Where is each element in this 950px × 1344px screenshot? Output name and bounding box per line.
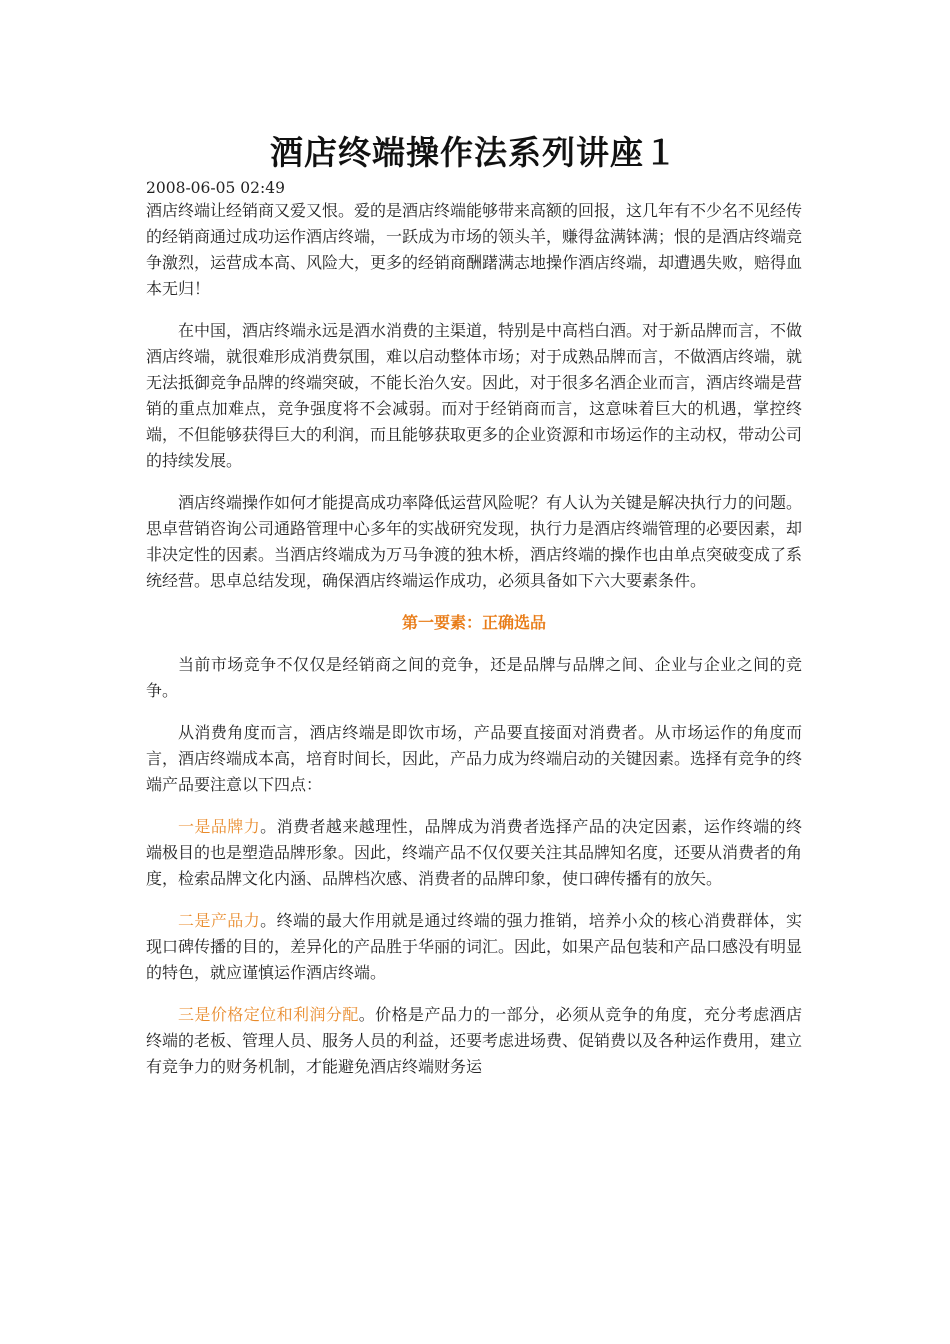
paragraph-market-importance: 在中国，酒店终端永远是酒水消费的主渠道，特别是中高档白酒。对于新品牌而言，不做酒店终端，就很难形成消费氛围，难以启动整体市场；对于成熟品牌而言，不做酒店终端，就无法抵御竞争品牌的终端突破，不能长治久安。因此，对于很多名酒企业而言，酒店终端是营销的重点加难点，竞争强度将不会减弱。而对于经销商而言，这意味着巨大的机遇，掌控终端，不但能够获得巨大的利润，而且能够获取更多的企业资源和市场运作的主动权，带动公司的持续发展。 [146, 321, 803, 470]
point-product-power [146, 908, 802, 986]
paragraph-consumption: 从消费角度而言，酒店终端是即饮市场，产品要直接面对消费者。从市场运作的角度而言，酒店终端成本高，培育时间长，因此，产品力成为终端启动的关键因素。选择有竞争的终端产品要注意以下四点： [146, 723, 803, 794]
point-product-power-text: 。终端的最大作用就是通过终端的强力推销，培养小众的核心消费群体，实现口碑传播的目的，差异化的产品胜于华丽的词汇。因此，如果产品包装和产品口感没有明显的特色，就应谨慎运作酒店终端。 [146, 911, 803, 982]
point-pricing-text: 。价格是产品力的一部分，必须从竞争的角度，充分考虑酒店终端的老板、管理人员、服务人员的利益，还要考虑进场费、促销费以及各种运作费用，建立有竞争力的财务机制，才能避免酒店终端财务运 [146, 1005, 803, 1076]
document-title: 酒店终端操作法系列讲座１ [270, 133, 678, 172]
publish-date: 2008-06-05 02:49 [146, 179, 285, 197]
document-page [146, 130, 802, 1080]
point-pricing-label: 三是价格定位和利润分配 [178, 1005, 359, 1024]
point-brand-power-text: 。消费者越来越理性，品牌成为消费者选择产品的决定因素，运作终端的终端极目的也是塑造品牌形象。因此，终端产品不仅仅要关注其品牌知名度，还要从消费者的角度，检索品牌文化内涵、品牌档次感、消费者的品牌印象，使口碑传播有的放矢。 [146, 817, 803, 888]
point-brand-power [146, 814, 802, 892]
point-brand-power-label: 一是品牌力 [178, 817, 261, 836]
point-pricing [146, 1002, 802, 1080]
point-product-power-label: 二是产品力 [178, 911, 261, 930]
section-heading-product-selection: 第一要素：正确选品 [401, 613, 546, 632]
paragraph-competition: 当前市场竞争不仅仅是经销商之间的竞争，还是品牌与品牌之间、企业与企业之间的竞争。 [146, 655, 802, 700]
paragraph-execution: 酒店终端操作如何才能提高成功率降低运营风险呢？有人认为关键是解决执行力的问题。思卓营销咨询公司通路管理中心多年的实战研究发现，执行力是酒店终端管理的必要因素，却非决定性的因素。当酒店终端成为万马争渡的独木桥，酒店终端的操作也由单点突破变成了系统经营。思卓总结发现，确保酒店终端运作成功，必须具备如下六大要素条件。 [146, 493, 803, 590]
intro-paragraph: 酒店终端让经销商又爱又恨。爱的是酒店终端能够带来高额的回报，这几年有不少名不见经传的经销商通过成功运作酒店终端，一跃成为市场的领头羊，赚得盆满钵满；恨的是酒店终端竞争激烈，运营成本高、风险大，更多的经销商酬躇满志地操作酒店终端，却遭遇失败，赔得血本无归！ [146, 201, 803, 298]
